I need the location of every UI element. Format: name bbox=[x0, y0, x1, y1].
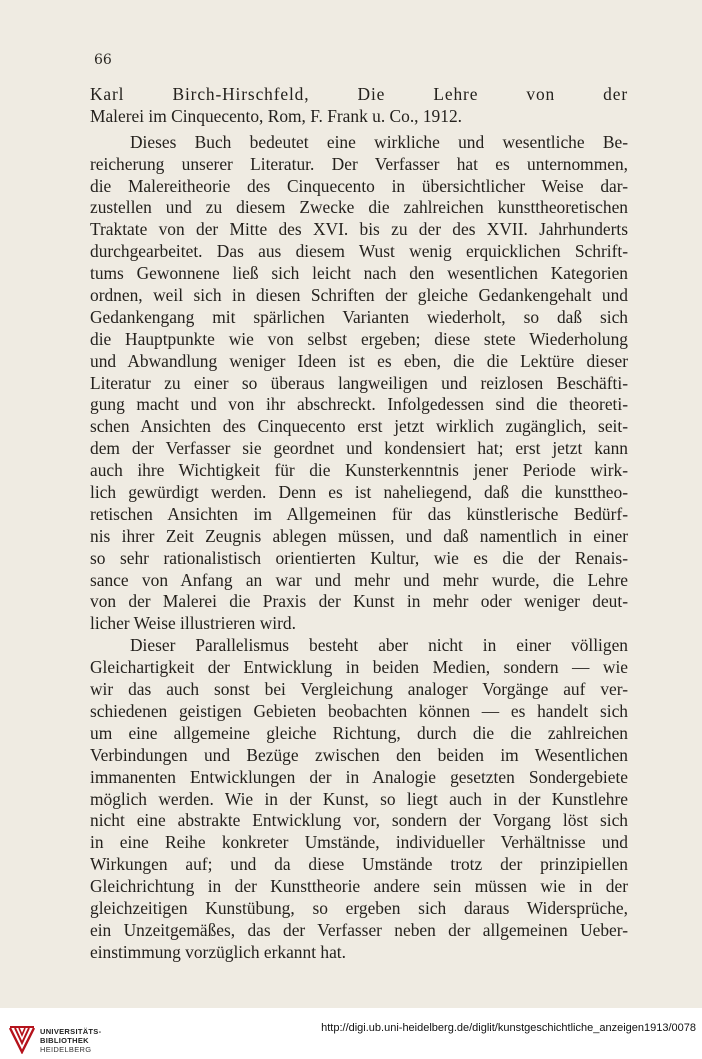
text-line: Dieses Buch bedeutet eine wirkliche und wesentliche Be- bbox=[130, 131, 628, 152]
library-logo-icon bbox=[8, 1024, 36, 1054]
text-line: in eine Reihe konkreter Umstände, individueller Verhältnisse und bbox=[90, 832, 628, 853]
text-line: tums Gewonnene ließ sich leicht nach den wesentlichen Kategorien bbox=[90, 263, 628, 284]
text-line: wir das auch sonst bei Vergleichung analoger Vorgänge auf ver- bbox=[90, 679, 628, 700]
text-line: Verbindungen und Bezüge zwischen den beiden im Wesentlichen bbox=[90, 744, 628, 765]
text-line: ordnen, weil sich in diesen Schriften der gleiche Gedankengehalt und bbox=[90, 285, 628, 306]
text-line: retischen Ansichten im Allgemeinen für das künstlerische Bedürf- bbox=[90, 503, 628, 524]
text-line: dem der Verfasser sie geordnet und kondensiert hat; erst jetzt kann bbox=[90, 438, 628, 459]
text-line: durchgearbeitet. Das aus diesem Wust wenig erquicklichen Schrift- bbox=[90, 241, 628, 262]
article-text bbox=[90, 84, 628, 964]
text-line: zustellen und zu diesem Zwecke die zahlreichen kunsttheoretischen bbox=[90, 197, 628, 218]
text-line: Dieser Parallelismus besteht aber nicht in einer völligen bbox=[130, 635, 628, 656]
text-line: Literatur zu einer so überaus langweiligen und reizlosen Beschäfti- bbox=[90, 372, 628, 393]
text-line: die Hauptpunkte wie von selbst ergeben; diese stete Wiederholung bbox=[90, 328, 628, 349]
text-line: von der Malerei die Praxis der Kunst in mehr oder weniger deut- bbox=[90, 591, 628, 612]
text-line: Traktate von der Mitte des XVI. bis zu der des XVII. Jahrhunderts bbox=[90, 219, 628, 240]
text-line: sance von Anfang an war und mehr und mehr wurde, die Lehre bbox=[90, 569, 628, 590]
text-line: Gedankengang mit spärlichen Varianten wiederholt, so daß sich bbox=[90, 306, 628, 327]
text-line: ein Unzeitgemäßes, das der Verfasser neben der allgemeinen Ueber- bbox=[90, 919, 628, 940]
paragraph bbox=[90, 132, 628, 635]
text-line: einstimmung vorzüglich erkannt hat. bbox=[90, 941, 346, 962]
library-logo-text bbox=[40, 1027, 101, 1054]
source-url-link[interactable]: http://digi.ub.uni-heidelberg.de/diglit/kunstgeschichtliche_anzeigen1913/0078 bbox=[321, 1022, 696, 1034]
text-line: die Malereitheorie des Cinquecento in übersichtlicher Weise dar- bbox=[90, 175, 628, 196]
text-line: möglich werden. Wie in der Kunst, so liegt auch in der Kunstlehre bbox=[90, 788, 628, 809]
text-line: nicht eine abstrakte Entwicklung vor, sondern der Vorgang löst sich bbox=[90, 810, 628, 831]
text-line: nis ihrer Zeit Zeugnis ablegen müssen, und daß namentlich in einer bbox=[90, 525, 628, 546]
text-line: immanenten Entwicklungen der in Analogie gesetzten Sondergebiete bbox=[90, 766, 628, 787]
text-line: gung macht und von ihr abschreckt. Infolgedessen sind die theoreti- bbox=[90, 394, 628, 415]
text-line: Wirkungen auf; und da diese Umstände trotz der prinzipiellen bbox=[90, 854, 628, 875]
text-line: gleichzeitigen Kunstübung, so ergeben sich daraus Widersprüche, bbox=[90, 897, 628, 918]
paragraph bbox=[90, 635, 628, 963]
footer-bar bbox=[0, 1008, 702, 1059]
heading-line: Karl Birch-Hirschfeld, Die Lehre von der bbox=[90, 84, 628, 104]
heading-line: Malerei im Cinquecento, Rom, F. Frank u. Co., 1912. bbox=[90, 105, 462, 126]
text-line: lich gewürdigt werden. Denn es ist naheliegend, daß die kunsttheo- bbox=[90, 482, 628, 503]
review-body bbox=[90, 132, 628, 964]
page-number: 66 bbox=[94, 52, 112, 68]
text-line: und Abwandlung weniger Ideen ist es eben, die die Lektüre dieser bbox=[90, 350, 628, 371]
text-line: licher Weise illustrieren wird. bbox=[90, 613, 296, 634]
text-line: Gleichartigkeit der Entwicklung in beiden Medien, sondern — wie bbox=[90, 657, 628, 678]
text-line: Gleichrichtung in der Kunsttheorie andere sein müssen wie in der bbox=[90, 876, 628, 897]
logo-line: HEIDELBERG bbox=[40, 1045, 92, 1054]
text-line: um eine allgemeine gleiche Richtung, durch die die zahlreichen bbox=[90, 722, 628, 743]
text-line: reicherung unserer Literatur. Der Verfasser hat es unternommen, bbox=[90, 153, 628, 174]
review-heading bbox=[90, 84, 628, 128]
logo-line: BIBLIOTHEK bbox=[40, 1036, 89, 1045]
text-line: schiedenen geistigen Gebieten beobachten können — es handelt sich bbox=[90, 700, 628, 721]
logo-line: UNIVERSITÄTS- bbox=[40, 1027, 102, 1036]
text-line: auch ihre Wichtigkeit für die Kunsterkenntnis jener Periode wirk- bbox=[90, 460, 628, 481]
text-line: so sehr rationalistisch orientierten Kultur, wie es die der Renais- bbox=[90, 547, 628, 568]
text-line: schen Ansichten des Cinquecento erst jetzt wirklich zugänglich, seit- bbox=[90, 416, 628, 437]
